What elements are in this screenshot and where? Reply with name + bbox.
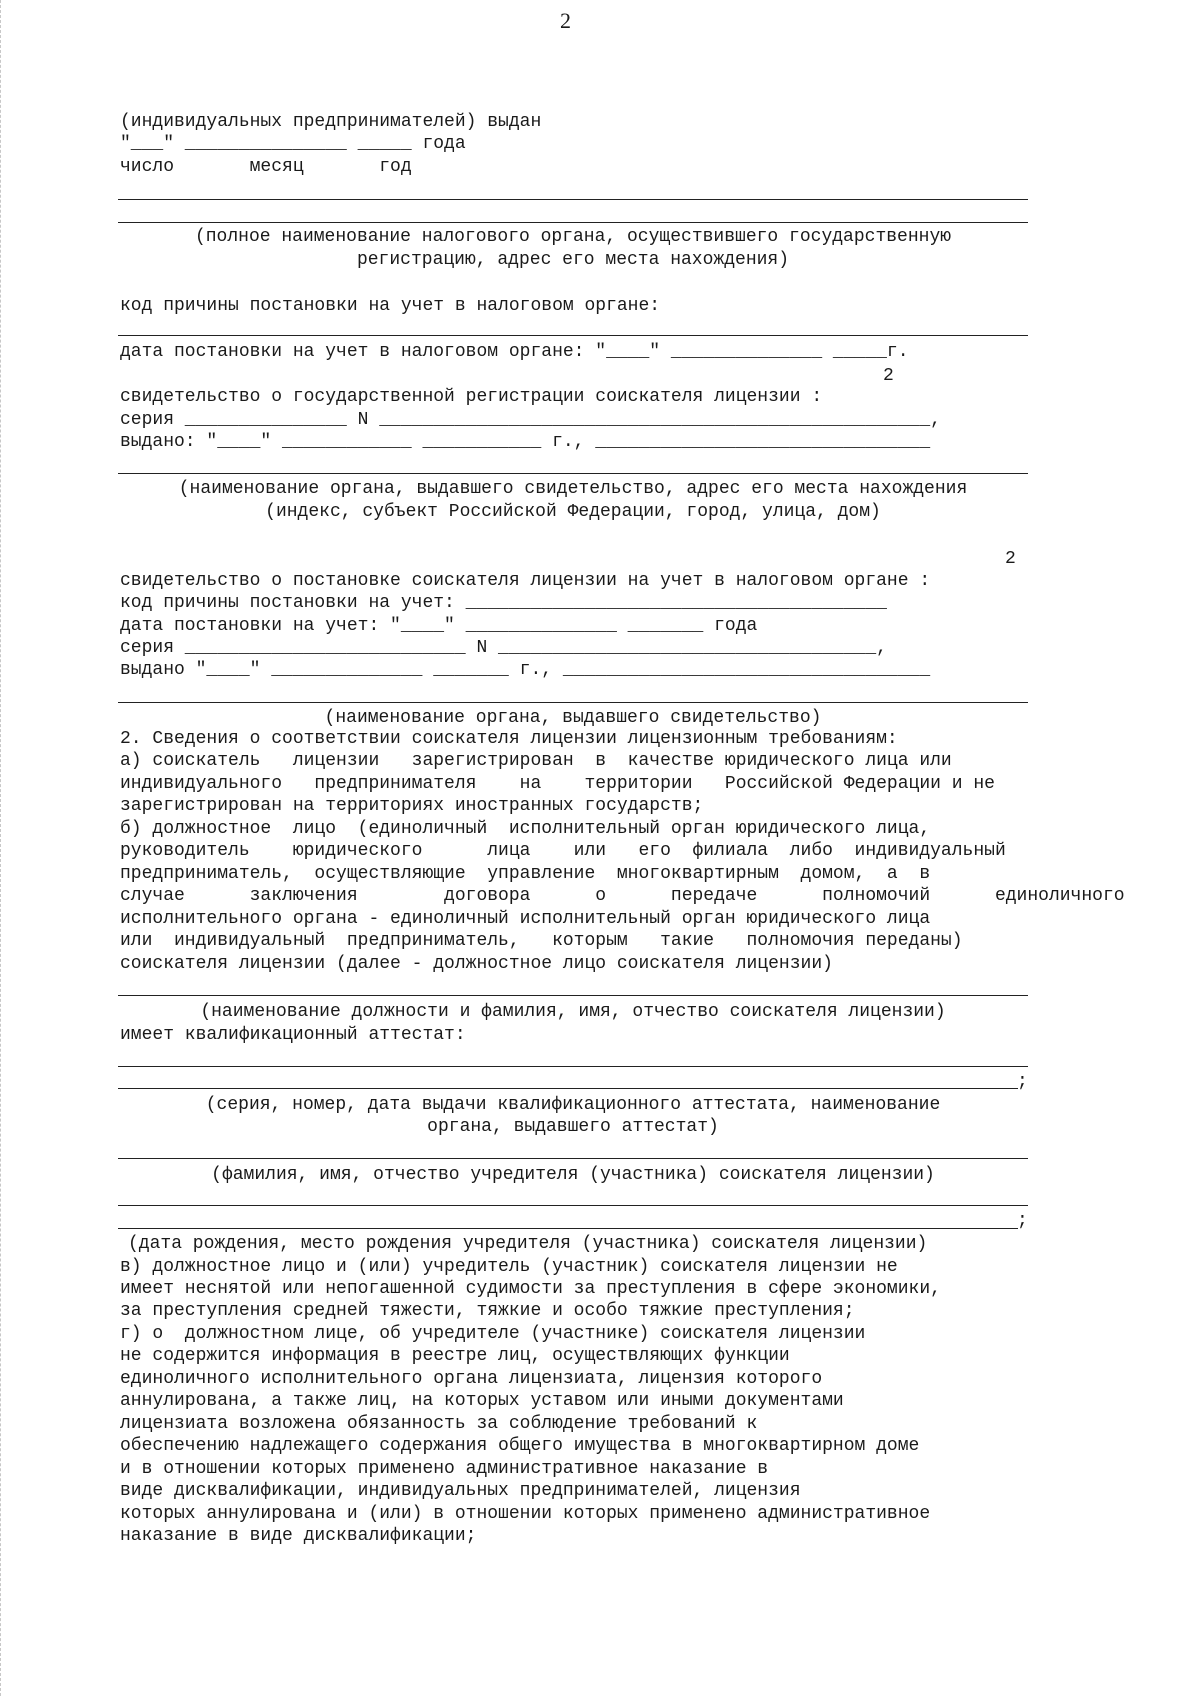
caption-line: (наименование органа, выдавшего свидетельство) <box>324 708 822 728</box>
page-number: 2 <box>560 8 571 33</box>
text-line: серия _______________ N ___________________________________________________, <box>120 410 941 430</box>
fill-in-rule <box>118 222 1028 223</box>
text-line: соискателя лицензии (далее - должностное лицо соискателя лицензии) <box>120 954 833 974</box>
text-line: свидетельство о государственной регистрации соискателя лицензии : <box>120 387 823 407</box>
text-line: не содержится информация в реестре лиц, осуществляющих функции <box>120 1346 790 1366</box>
caption-line: регистрацию, адрес его места нахождения) <box>356 250 790 270</box>
caption-line: органа, выдавшего аттестат) <box>427 1117 719 1137</box>
fill-in-rule <box>118 1066 1028 1067</box>
text-line: обеспечению надлежащего содержания общего имущества в многоквартирном доме <box>120 1436 920 1456</box>
text-line: код причины постановки на учет: _______________________________________ <box>120 593 887 613</box>
caption-line: (дата рождения, место рождения учредителя (участника) соискателя лицензии) <box>128 1234 928 1254</box>
text-line: предприниматель, осуществляющие управление многоквартирным домом, а в <box>120 864 931 884</box>
text-line: за преступления средней тяжести, тяжкие и особо тяжкие преступления; <box>120 1301 855 1321</box>
fill-in-rule <box>118 1228 1018 1229</box>
fill-in-rule <box>118 995 1028 996</box>
text-line: серия __________________________ N ___________________________________, <box>120 638 887 658</box>
date-caption: число месяц год <box>120 157 412 177</box>
text-line: лицензиата возложена обязанность за соблюдение требований к <box>120 1414 758 1434</box>
text-line: выдано: "____" ____________ ___________ г., _______________________________ <box>120 432 931 452</box>
text-line: г) о должностном лице, об учредителе (участнике) соискателя лицензии <box>120 1324 866 1344</box>
date-blank-line: "___" _______________ _____ года <box>120 134 466 154</box>
superscript-note: 2 <box>883 366 894 386</box>
caption-line: (серия, номер, дата выдачи квалификационного аттестата, наименование <box>205 1095 941 1115</box>
fill-in-rule <box>118 473 1028 474</box>
text-line: имеет неснятой или непогашенной судимости за преступления в сфере экономики, <box>120 1279 941 1299</box>
superscript-note: 2 <box>1005 549 1016 569</box>
scan-edge-mark <box>0 0 3 1696</box>
fill-in-rule <box>118 335 1028 336</box>
text-line: имеет квалификационный аттестат: <box>120 1025 466 1045</box>
semicolon: ; <box>1017 1211 1028 1231</box>
fill-in-rule <box>118 199 1028 200</box>
text-line: аннулирована, а также лиц, на которых уставом или иными документами <box>120 1391 844 1411</box>
text-line: индивидуального предпринимателя на территории Российской Федерации и не <box>120 774 995 794</box>
text-line: код причины постановки на учет в налоговом органе: <box>120 296 661 316</box>
fill-in-rule <box>118 702 1028 703</box>
text-line: случае заключения договора о передаче полномочий единоличного <box>120 886 1125 906</box>
text-line: наказание в виде дисквалификации; <box>120 1526 477 1546</box>
text-line: или индивидуальный предприниматель, которым такие полномочия переданы) <box>120 931 963 951</box>
caption-line: (наименование должности и фамилия, имя, отчество соискателя лицензии) <box>200 1002 946 1022</box>
semicolon: ; <box>1017 1072 1028 1092</box>
text-line: в) должностное лицо и (или) учредитель (участник) соискателя лицензии не <box>120 1257 898 1277</box>
text-line: единоличного исполнительного органа лицензиата, лицензия которого <box>120 1369 823 1389</box>
text-line: исполнительного органа - единоличный исполнительный орган юридического лица <box>120 909 931 929</box>
text-line: б) должностное лицо (единоличный исполнительный орган юридического лица, <box>120 819 931 839</box>
text-line: выдано "____" ______________ _______ г., __________________________________ <box>120 660 931 680</box>
fill-in-rule <box>118 1158 1028 1159</box>
caption-line: (полное наименование налогового органа, осуществившего государственную <box>194 227 952 247</box>
fill-in-rule <box>118 1205 1028 1206</box>
text-line: (индивидуальных предпринимателей) выдан <box>120 112 542 132</box>
text-line: дата постановки на учет: "____" ______________ _______ года <box>120 616 758 636</box>
text-line: и в отношении которых применено административное наказание в <box>120 1459 769 1479</box>
text-line: которых аннулирована и (или) в отношении которых применено административное <box>120 1504 931 1524</box>
text-line: дата постановки на учет в налоговом органе: "____" ______________ _____г. <box>120 342 909 362</box>
text-line: зарегистрирован на территориях иностранных государств; <box>120 796 704 816</box>
fill-in-rule <box>118 1088 1018 1089</box>
text-line: свидетельство о постановке соискателя лицензии на учет в налоговом органе : <box>120 571 931 591</box>
caption-line: (наименование органа, выдавшего свидетельство, адрес его места нахождения <box>178 479 968 499</box>
text-line: виде дисквалификации, индивидуальных предпринимателей, лицензия <box>120 1481 801 1501</box>
caption-line: (фамилия, имя, отчество учредителя (участника) соискателя лицензии) <box>211 1165 935 1185</box>
text-line: руководитель юридического лица или его филиала либо индивидуальный <box>120 841 1006 861</box>
section-heading: 2. Сведения о соответствии соискателя лицензии лицензионным требованиям: <box>120 729 898 749</box>
caption-line: (индекс, субъект Российской Федерации, город, улица, дом) <box>265 502 881 522</box>
text-line: а) соискатель лицензии зарегистрирован в качестве юридического лица или <box>120 751 952 771</box>
